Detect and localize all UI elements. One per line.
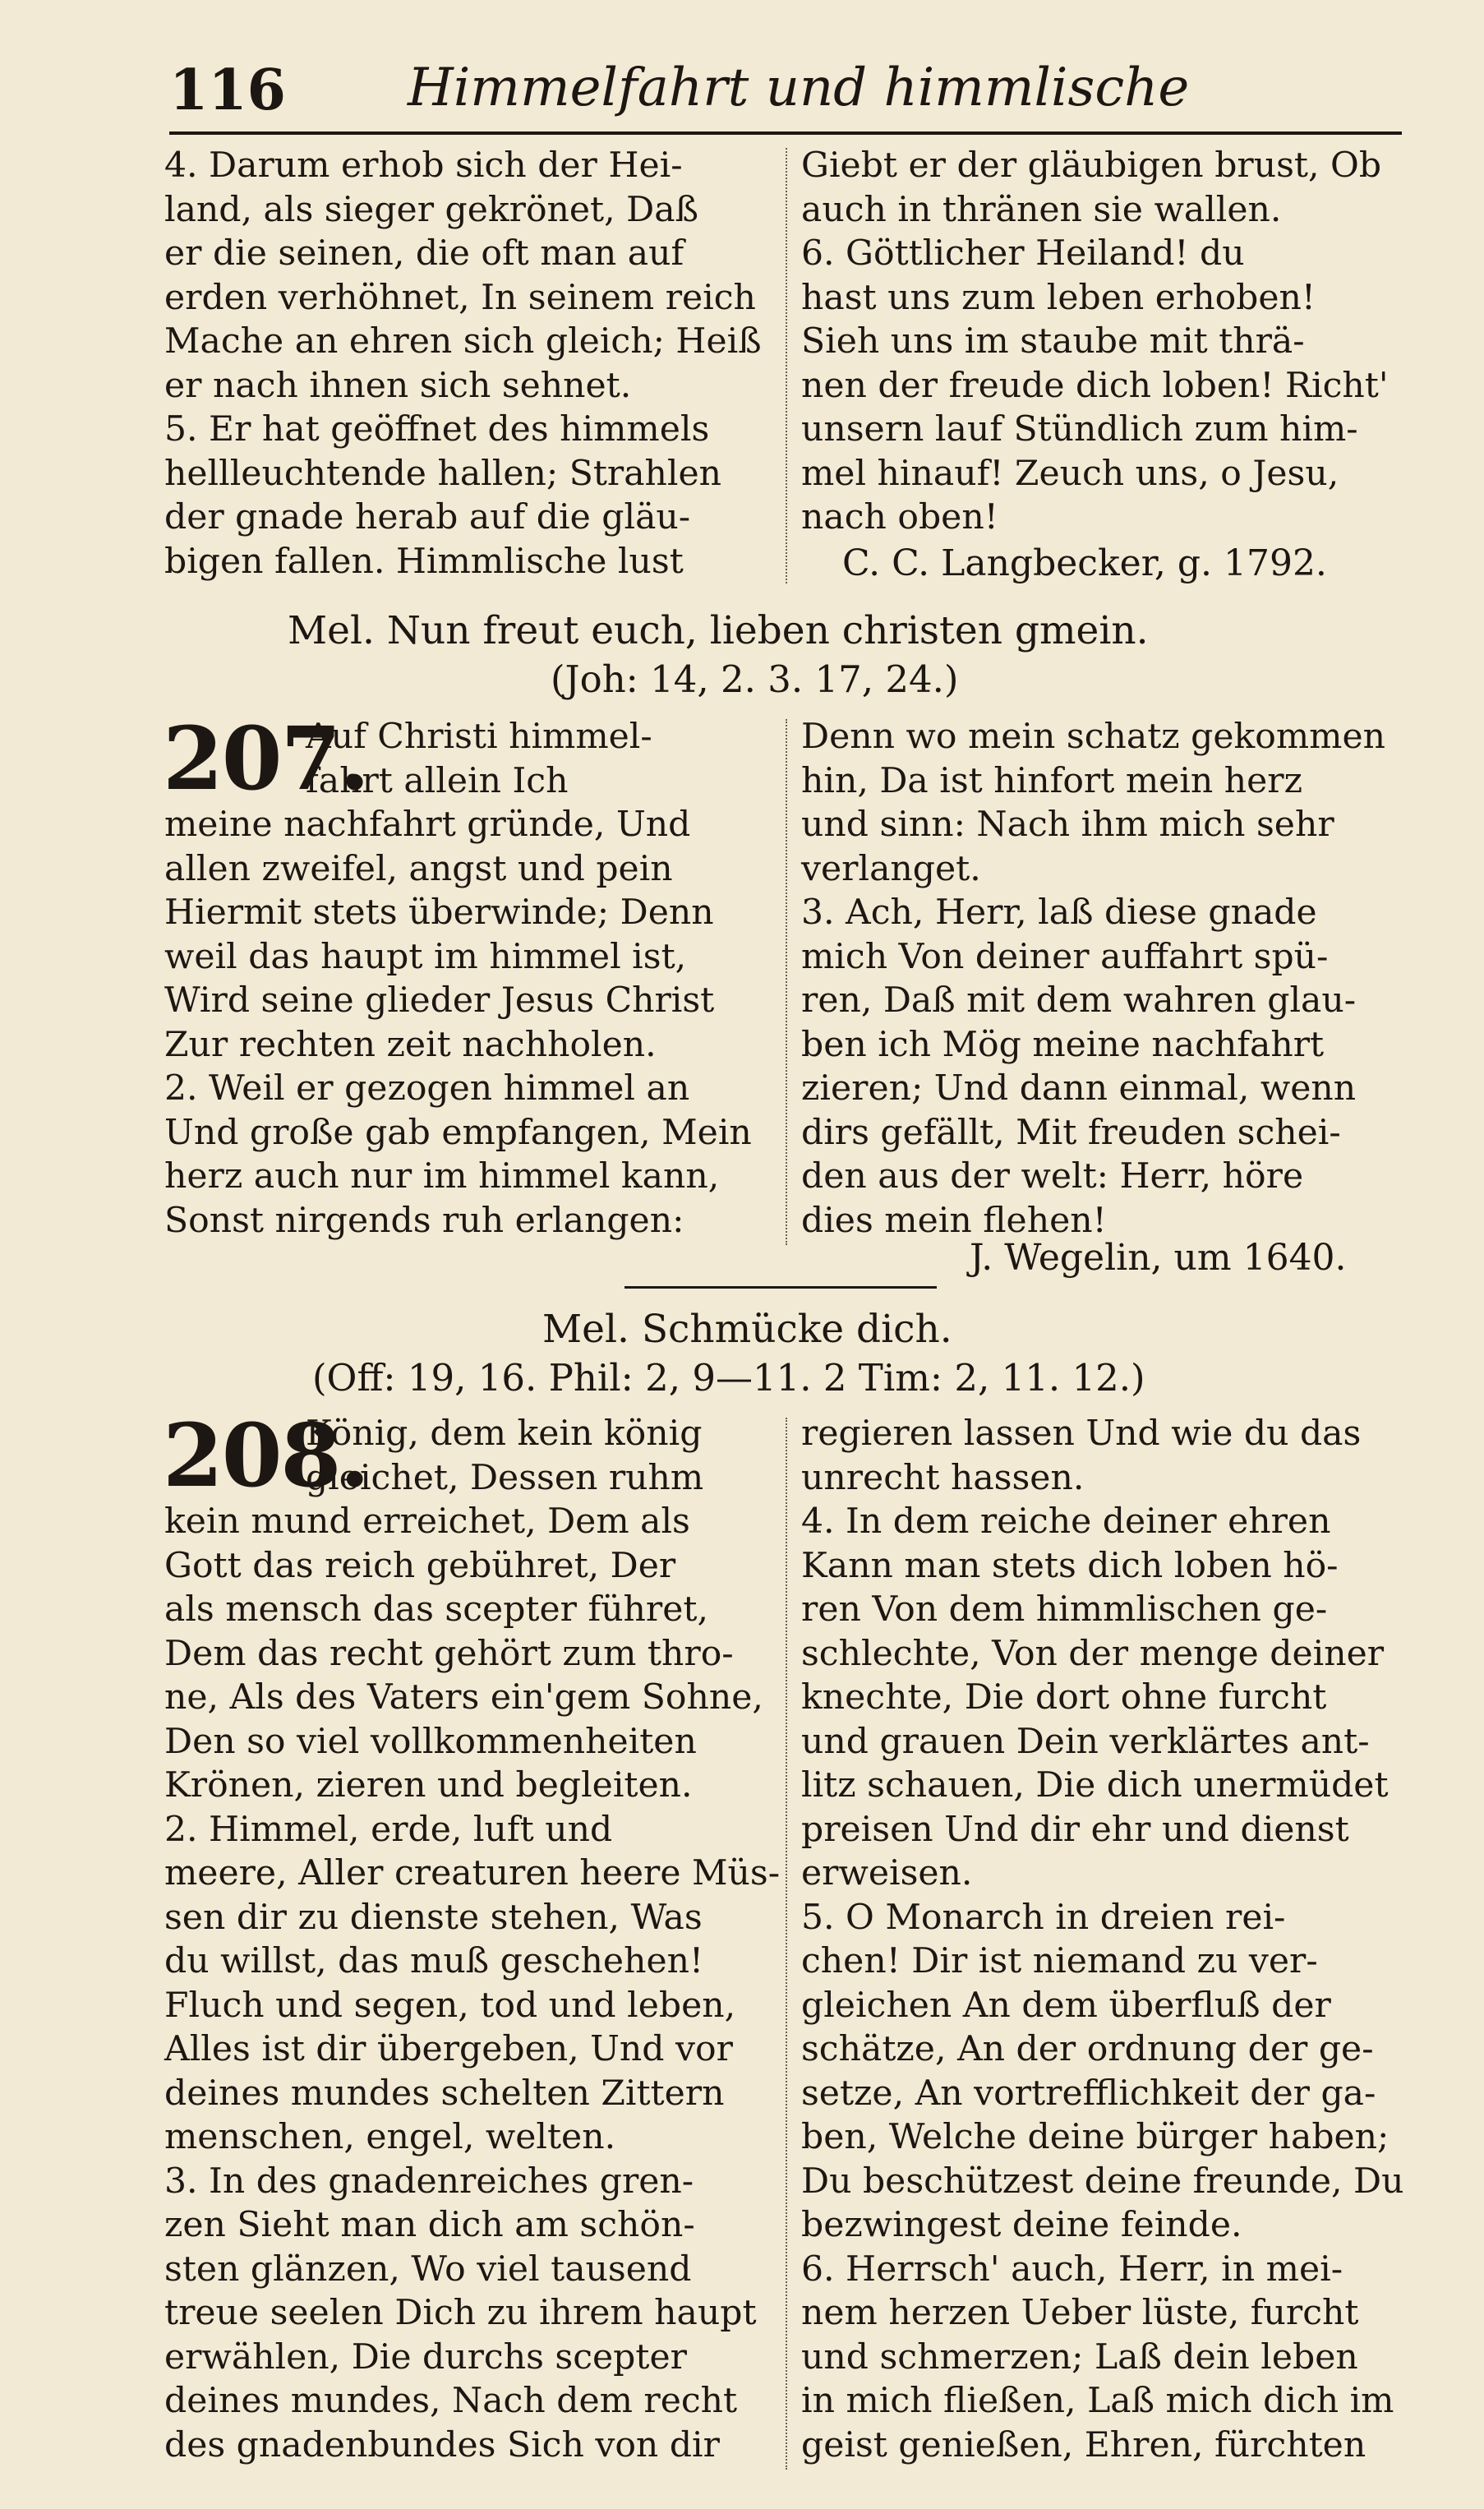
text-line: er die seinen, die oft man auf (164, 233, 684, 274)
text-line: Sonst nirgends ruh erlangen: (164, 1200, 684, 1241)
text-line: Kann man stets dich loben hö- (801, 1545, 1339, 1586)
text-line: 5. O Monarch in dreien rei- (801, 1897, 1286, 1938)
column-divider (786, 719, 787, 1245)
text-line: bezwingest deine feinde. (801, 2205, 1242, 2245)
hymn-207-references: (Joh: 14, 2. 3. 17, 24.) (551, 657, 959, 701)
text-line: in mich fließen, Laß mich dich im (801, 2381, 1394, 2421)
text-line: mel hinauf! Zeuch uns, o Jesu, (801, 453, 1339, 494)
text-line: deines mundes schelten Zittern (164, 2073, 725, 2114)
text-line: dirs gefällt, Mit freuden schei- (801, 1112, 1341, 1153)
column-divider (786, 148, 787, 583)
text-line: erden verhöhnet, In seinem reich (164, 277, 756, 318)
text-line: und sinn: Nach ihm mich sehr (801, 805, 1334, 845)
text-line: hellleuchtende hallen; Strahlen (164, 453, 722, 494)
text-line: meine nachfahrt gründe, Und (164, 805, 691, 845)
page-header (169, 58, 1402, 131)
text-line: ren Von dem himmlischen ge- (801, 1589, 1328, 1630)
text-line: Zur rechten zeit nachholen. (164, 1024, 657, 1065)
text-line: sen dir zu dienste stehen, Was (164, 1897, 703, 1938)
column-divider (786, 1418, 787, 2470)
text-line: fahrt allein Ich (306, 760, 569, 801)
text-line: preisen Und dir ehr und dienst (801, 1809, 1349, 1850)
text-line: land, als sieger gekrönet, Daß (164, 189, 698, 230)
text-line: auch in thränen sie wallen. (801, 189, 1282, 230)
text-line: meere, Aller creaturen heere Müs- (164, 1853, 781, 1893)
hymn-208-left-column (163, 1404, 781, 2467)
text-line: bigen fallen. Himmlische lust (164, 541, 684, 582)
text-line: 4. Darum erhob sich der Hei- (164, 145, 683, 186)
text-line: Denn wo mein schatz gekommen (801, 717, 1386, 757)
text-line: 6. Göttlicher Heiland! du (801, 233, 1245, 274)
text-line: 4. In dem reiche deiner ehren (801, 1501, 1331, 1542)
text-line: der gnade herab auf die gläu- (164, 497, 691, 537)
text-line: ben, Welche deine bürger haben; (801, 2117, 1390, 2157)
hymn-208-number: 208. (163, 1404, 369, 1506)
text-line: Hiermit stets überwinde; Denn (164, 892, 714, 933)
hymn-207-melody: Mel. Nun freut euch, lieben christen gmein. (288, 608, 1149, 653)
text-line: Alles ist dir übergeben, Und vor (164, 2029, 733, 2069)
text-line: gleichet, Dessen ruhm (306, 1457, 704, 1498)
text-line: des gnadenbundes Sich von dir (164, 2424, 720, 2465)
text-line: er nach ihnen sich sehnet. (164, 365, 632, 406)
text-line: zen Sieht man dich am schön- (164, 2205, 695, 2245)
text-line: hast uns zum leben erhoben! (801, 277, 1316, 318)
text-line: 2. Weil er gezogen himmel an (164, 1068, 690, 1109)
text-line: Und große gab empfangen, Mein (164, 1112, 752, 1153)
text-line: Krönen, zieren und begleiten. (164, 1765, 693, 1806)
hymn-208-right-column (801, 1412, 1413, 2467)
text-line: Du beschützest deine freunde, Du (801, 2161, 1404, 2202)
text-line: mich Von deiner auffahrt spü- (801, 936, 1329, 977)
text-line: zieren; Und dann einmal, wenn (801, 1068, 1357, 1109)
text-line: 2. Himmel, erde, luft und (164, 1809, 613, 1850)
text-line: ren, Daß mit dem wahren glau- (801, 980, 1357, 1021)
text-line: 3. Ach, Herr, laß diese gnade (801, 892, 1317, 933)
running-title: Himmelfahrt und himmlische (408, 58, 1190, 118)
text-line: litz schauen, Die dich unermüdet (801, 1765, 1389, 1806)
header-rule (169, 131, 1402, 135)
text-line: herz auch nur im himmel kann, (164, 1156, 720, 1197)
text-line: unsern lauf Stündlich zum him- (801, 409, 1358, 450)
text-line: und grauen Dein verklärtes ant- (801, 1721, 1370, 1762)
text-line: geist genießen, Ehren, fürchten (801, 2424, 1366, 2465)
text-line: als mensch das scepter führet, (164, 1589, 708, 1630)
text-line: nem herzen Ueber lüste, furcht (801, 2293, 1359, 2333)
text-line: du willst, das muß geschehen! (164, 1941, 704, 1981)
text-line: allen zweifel, angst und pein (164, 848, 673, 889)
text-line: chen! Dir ist niemand zu ver- (801, 1941, 1318, 1981)
text-line: menschen, engel, welten. (164, 2117, 616, 2157)
text-line: hin, Da ist hinfort mein herz (801, 760, 1302, 801)
page-number: 116 (169, 58, 286, 123)
hymn-206-author: C. C. Langbecker, g. 1792. (842, 542, 1327, 584)
text-line: knechte, Die dort ohne furcht (801, 1677, 1327, 1718)
text-line: dies mein flehen! (801, 1200, 1107, 1241)
text-line: den aus der welt: Herr, höre (801, 1156, 1304, 1197)
text-line: Wird seine glieder Jesus Christ (164, 980, 715, 1021)
text-line: erwählen, Die durchs scepter (164, 2336, 687, 2378)
hymn-207-author: J. Wegelin, um 1640. (970, 1237, 1347, 1279)
text-line: erweisen. (801, 1853, 973, 1893)
hymn-206-right-column (801, 144, 1413, 540)
text-line: sten glänzen, Wo viel tausend (164, 2248, 692, 2290)
text-line: Giebt er der gläubigen brust, Ob (801, 145, 1382, 186)
hymn-208-melody: Mel. Schmücke dich. (542, 1307, 952, 1352)
hymn-207-left-column (163, 707, 772, 1243)
text-line: treue seelen Dich zu ihrem haupt (164, 2293, 757, 2333)
text-line: kein mund erreichet, Dem als (164, 1501, 690, 1542)
hymn-208-references: (Off: 19, 16. Phil: 2, 9—11. 2 Tim: 2, 11. 12.) (312, 1356, 1145, 1400)
text-line: Dem das recht gehört zum thro- (164, 1633, 734, 1674)
text-line: ben ich Mög meine nachfahrt (801, 1024, 1325, 1065)
text-line: nach oben! (801, 497, 998, 537)
text-line: 3. In des gnadenreiches gren- (164, 2161, 694, 2202)
text-line: verlanget. (801, 848, 981, 889)
text-line: und schmerzen; Laß dein leben (801, 2336, 1358, 2378)
text-line: unrecht hassen. (801, 1457, 1085, 1498)
hymn-207-right-column (801, 715, 1413, 1243)
text-line: Mache an ehren sich gleich; Heiß (164, 321, 762, 362)
text-line: Gott das reich gebühret, Der (164, 1545, 676, 1586)
text-line: König, dem kein könig (306, 1414, 703, 1454)
text-line: schlechte, Von der menge deiner (801, 1633, 1385, 1674)
text-line: ne, Als des Vaters ein'gem Sohne, (164, 1677, 763, 1718)
text-line: Den so viel vollkommenheiten (164, 1721, 697, 1762)
text-line: regieren lassen Und wie du das (801, 1414, 1362, 1454)
text-line: nen der freude dich loben! Richt' (801, 365, 1389, 406)
text-line: weil das haupt im himmel ist, (164, 936, 687, 977)
text-line: 5. Er hat geöffnet des himmels (164, 409, 710, 450)
text-line: Fluch und segen, tod und leben, (164, 1985, 736, 2026)
hymn-206-left-column (164, 144, 772, 583)
section-rule (624, 1286, 937, 1289)
hymn-207-number: 207. (163, 707, 369, 809)
text-line: setze, An vortrefflichkeit der ga- (801, 2073, 1376, 2114)
text-line: Sieh uns im staube mit thrä- (801, 321, 1305, 362)
text-line: 6. Herrsch' auch, Herr, in mei- (801, 2248, 1343, 2290)
text-line: Auf Christi himmel- (306, 717, 652, 757)
text-line: deines mundes, Nach dem recht (164, 2381, 738, 2421)
text-line: schätze, An der ordnung der ge- (801, 2029, 1374, 2069)
text-line: gleichen An dem überfluß der (801, 1985, 1331, 2026)
